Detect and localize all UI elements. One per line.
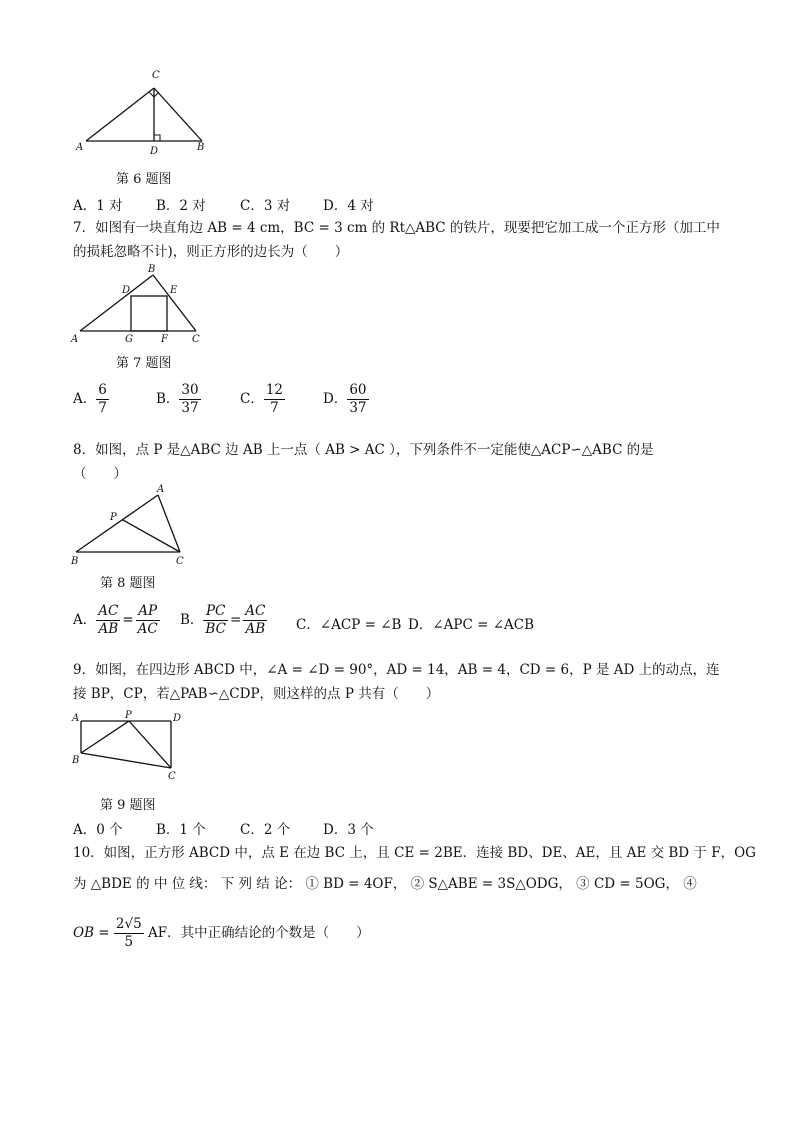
q7-option-c-frac (264, 382, 285, 417)
q6-label-d: D (150, 146, 159, 156)
q7-option-b-letter: B． (156, 391, 180, 407)
q7-label-g: G (125, 334, 133, 345)
q6-label-a: A (76, 142, 84, 153)
q8-figure (68, 482, 198, 572)
q9-label-b: B (72, 755, 80, 766)
q7-label-e: E (170, 285, 178, 296)
q7-label-a: A (71, 334, 79, 345)
q7-label-c: C (192, 334, 200, 345)
q8-option-b-n1: PC (203, 603, 228, 621)
q10-lhs: OB = (73, 925, 110, 941)
q6-label-b: B (197, 142, 205, 153)
q8-option-a[interactable] (73, 603, 160, 638)
q7-option-d-letter: D． (323, 391, 348, 407)
q8-option-d[interactable]: D．∠APC = ∠ACB (408, 617, 535, 633)
q9-label-d: D (173, 713, 182, 724)
q9-option-c[interactable]: C．2 个 (240, 822, 291, 838)
q7-option-b-frac (179, 382, 200, 417)
q7-option-d-frac (347, 382, 368, 417)
q8-option-b-d2: AB (245, 621, 266, 637)
q8-option-a-frac1 (96, 603, 120, 638)
q7-option-c-den: 7 (270, 400, 279, 416)
q8-option-b-n2: AC (245, 603, 266, 619)
q7-square-defg (131, 296, 167, 331)
q6-option-c[interactable]: C．3 对 (240, 198, 291, 214)
q8-option-a-letter: A． (73, 612, 97, 628)
q9-stem-line1: 9．如图，在四边形 ABCD 中，∠A = ∠D = 90°，AD = 14，AB = 4，CD = 6，P 是 AD 上的动点，连 (73, 662, 720, 678)
q10-frac-den: 5 (124, 934, 134, 950)
q6-option-a[interactable]: A．1 对 (73, 198, 123, 214)
q7-option-c-num: 12 (265, 382, 284, 398)
q10-stem-line1: 10．如图，正方形 ABCD 中，点 E 在边 BC 上，且 CE = 2BE．连接 BD、DE、AE，且 AE 交 BD 于 F，OG (73, 845, 756, 861)
q7-option-b-den: 37 (181, 400, 199, 416)
q8-option-a-frac2 (136, 603, 160, 638)
q7-option-a-letter: A． (73, 391, 97, 407)
q7-stem-line1: 7．如图有一块直角边 AB = 4 cm，BC = 3 cm 的 Rt△ABC 的铁片，现要把它加工成一个正方形（加工中 (73, 220, 720, 236)
q7-label-d: D (122, 285, 131, 296)
q6-option-d[interactable]: D．4 对 (323, 198, 374, 214)
q8-side-ba (76, 495, 158, 552)
q9-option-b[interactable]: B．1 个 (156, 822, 206, 838)
q7-option-d[interactable] (323, 382, 369, 417)
q7-option-d-num: 60 (349, 382, 367, 398)
q8-option-a-n2: AP (136, 603, 160, 621)
q6-side-bc (154, 88, 202, 141)
q8-option-b-frac1 (203, 603, 228, 638)
q9-stem-line2: 接 BP，CP，若△PAB∽△CDP，则这样的点 P 共有（ ） (73, 686, 440, 702)
q7-option-c-letter: C． (240, 391, 264, 407)
q9-label-c: C (168, 771, 176, 782)
q7-option-b-num: 30 (181, 382, 199, 398)
q10-fraction (114, 916, 144, 951)
q8-option-b-d1: BC (205, 621, 226, 637)
q6-option-b[interactable]: B．2 对 (156, 198, 206, 214)
q7-caption: 第 7 题图 (116, 356, 172, 371)
q10-rhs: AF．其中正确结论的个数是（ ） (147, 925, 370, 941)
q8-stem-line2: （ ） (73, 466, 127, 482)
q9-label-p: P (125, 710, 132, 721)
q8-label-c: C (176, 556, 184, 567)
q7-option-a[interactable] (73, 382, 109, 417)
q7-option-a-num: 6 (98, 382, 107, 398)
q9-side-bc (81, 753, 171, 768)
q9-option-a[interactable]: A．0 个 (73, 822, 123, 838)
q9-figure (68, 708, 188, 784)
q6-label-c: C (152, 70, 160, 81)
q6-side-ac (86, 88, 154, 141)
q10-stem-line2: 为 △BDE 的 中 位 线： 下 列 结 论： ① BD = 4OF， ② S△ABE = 3S△ODG， ③ CD = 5OG， ④ (73, 876, 697, 892)
q8-option-a-eq: = (122, 612, 134, 628)
q7-option-a-frac (96, 382, 109, 417)
q8-option-a-d1: AB (98, 621, 119, 637)
q7-stem-line2: 的损耗忽略不计)，则正方形的边长为（ ） (73, 244, 349, 260)
q8-option-b-frac2 (243, 603, 267, 638)
q7-side-bc (153, 275, 196, 331)
q7-option-b[interactable] (156, 382, 201, 417)
q8-option-b[interactable] (180, 603, 267, 638)
q7-label-f: F (161, 334, 168, 345)
q7-option-a-den: 7 (98, 400, 107, 416)
q7-option-d-den: 37 (349, 400, 367, 416)
q9-caption: 第 9 题图 (100, 798, 156, 813)
q9-segment-pc (129, 721, 171, 768)
q7-label-b: B (148, 264, 156, 275)
q9-option-d[interactable]: D．3 个 (323, 822, 374, 838)
q8-label-a: A (157, 484, 165, 495)
q6-figure (70, 68, 220, 156)
q8-label-p: P (110, 512, 117, 523)
q8-option-b-letter: B． (180, 612, 204, 628)
q10-frac-num: 2√5 (115, 916, 142, 932)
q8-option-a-d2: AC (137, 621, 158, 637)
q10-stem-line3 (73, 916, 370, 951)
q8-option-a-n1: AC (98, 603, 119, 619)
q8-option-b-eq: = (229, 612, 242, 628)
q7-figure (68, 262, 218, 348)
q9-label-a: A (72, 713, 80, 724)
q6-right-angle-mark-d (154, 135, 160, 141)
q7-option-c[interactable] (240, 382, 285, 417)
q8-segment-pc (123, 520, 180, 552)
q7-side-ab (80, 275, 153, 331)
q8-label-b: B (71, 556, 79, 567)
q6-caption: 第 6 题图 (116, 172, 172, 187)
q9-segment-bp (81, 721, 129, 753)
q8-option-c[interactable]: C．∠ACP = ∠B (296, 617, 402, 633)
q8-caption: 第 8 题图 (100, 576, 156, 591)
q8-side-ac (158, 495, 180, 552)
q8-stem-line1: 8．如图，点 P 是△ABC 边 AB 上一点（ AB > AC ），下列条件不一定能使△ACP∽△ABC 的是 (73, 442, 654, 458)
